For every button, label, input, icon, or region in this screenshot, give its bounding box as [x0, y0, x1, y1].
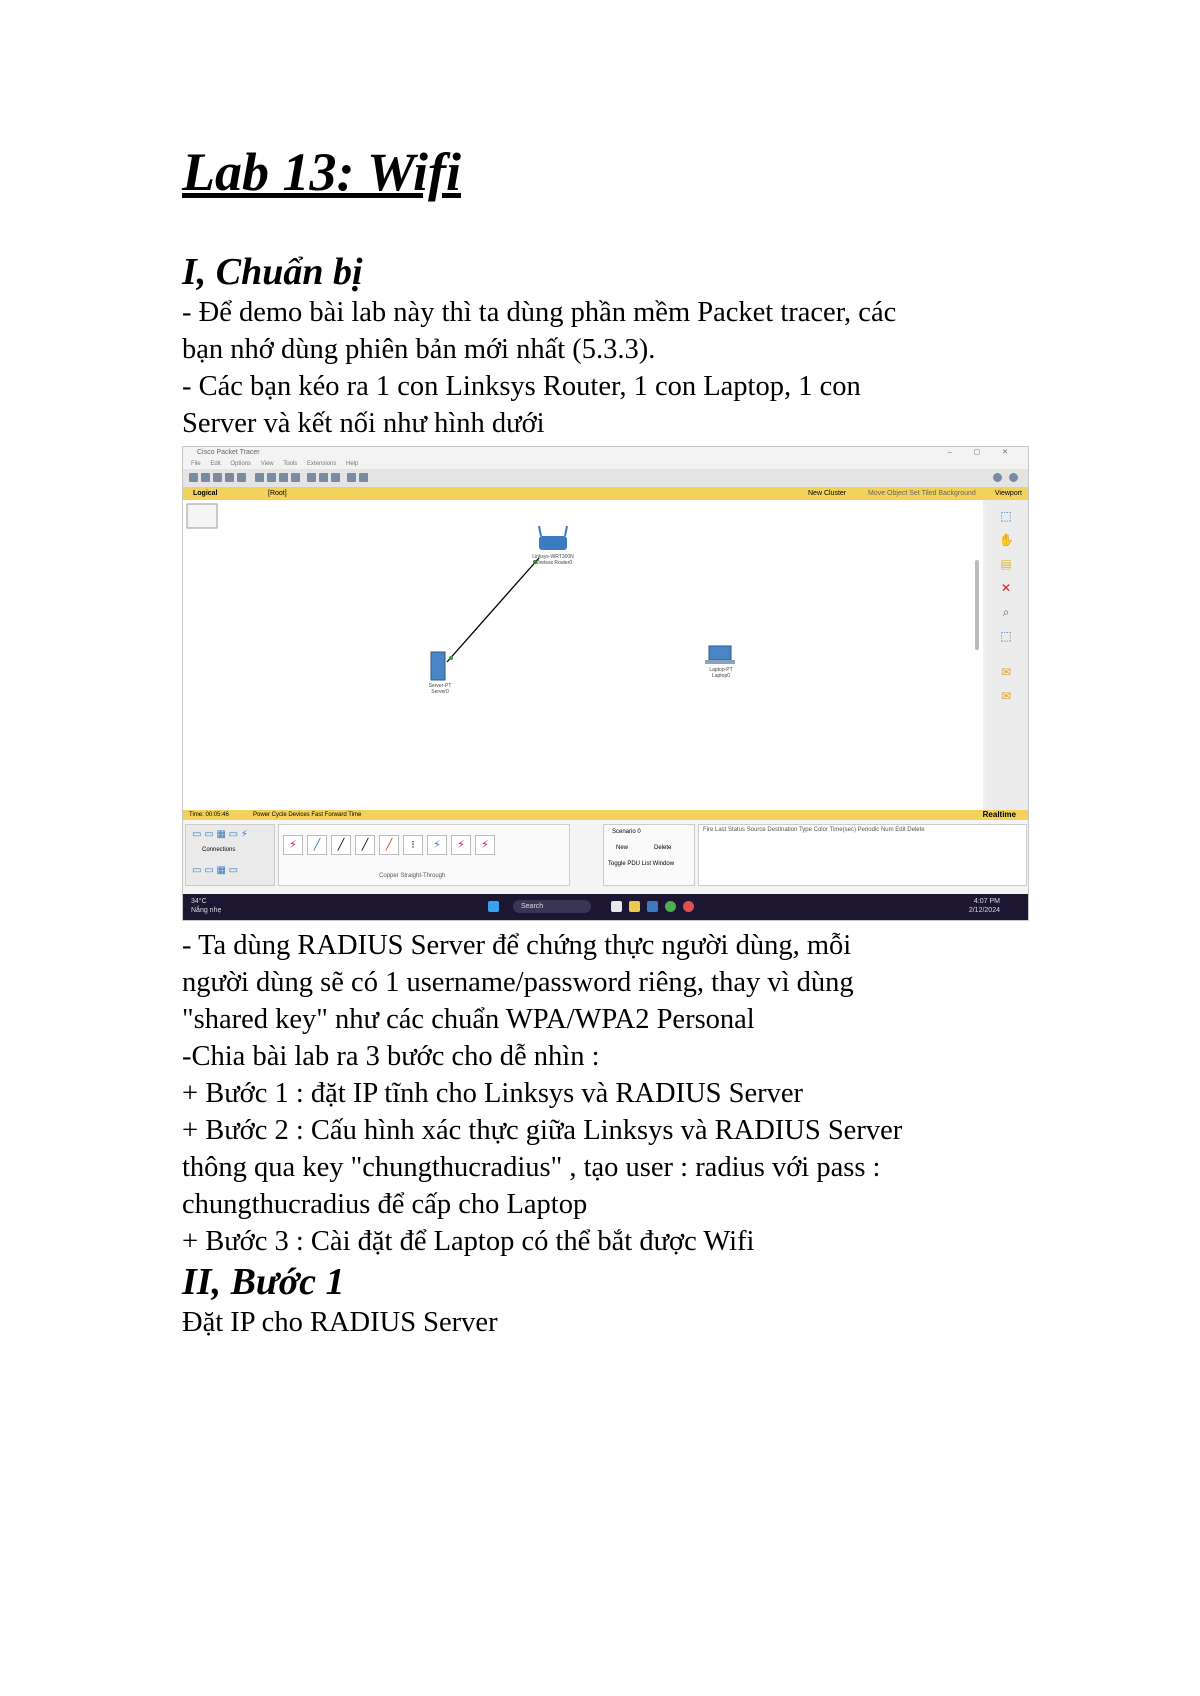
cable-label: Copper Straight-Through [379, 873, 446, 879]
custom-device-icon [359, 473, 368, 482]
weather-widget: 34°C Nắng nhẹ [191, 898, 222, 914]
window-title: Cisco Packet Tracer [197, 449, 260, 456]
taskbar-clock: 4:07 PM 2/12/2024 [968, 898, 1000, 914]
paragraph-line: + Bước 2 : Cấu hình xác thực giữa Linksys và RADIUS Server [182, 1115, 903, 1146]
fiber-cable-icon: ╱ [379, 835, 399, 855]
window-controls: – ▢ ✕ [947, 449, 1018, 456]
device-type-box [185, 824, 275, 886]
time-bar [183, 810, 1028, 820]
windows-taskbar [183, 894, 1028, 920]
root-label: [Root] [268, 490, 287, 497]
app-icon [611, 901, 622, 912]
server-icon [431, 652, 445, 680]
paragraph-line: -Chia bài lab ra 3 bước cho dễ nhìn : [182, 1041, 600, 1072]
zoom-reset-icon [319, 473, 328, 482]
note-icon: ▤ [1000, 557, 1012, 571]
copy-icon [255, 473, 264, 482]
menu-view: View [260, 461, 274, 467]
toggle-pdu-button: Toggle PDU List Window [608, 861, 675, 867]
logical-bar [183, 487, 1028, 500]
crossover-cable-icon: ╱ [355, 835, 375, 855]
scenario-box [603, 824, 695, 886]
tab-logical: Logical [193, 490, 218, 497]
resize-icon: ⬚ [1000, 629, 1012, 643]
logical-workspace [183, 500, 983, 810]
taskbar-search: Search [513, 900, 591, 913]
paragraph-line: Đặt IP cho RADIUS Server [182, 1307, 498, 1338]
redo-icon [291, 473, 300, 482]
delete-icon: ✕ [1000, 581, 1012, 595]
new-cluster-button: New Cluster [808, 490, 847, 497]
folder-icon [629, 901, 640, 912]
complex-pdu-icon: ✉ [1000, 689, 1012, 703]
serial-dce-icon: ⚡ [451, 835, 471, 855]
paste-icon [267, 473, 276, 482]
power-cycle-label: Power Cycle Devices Fast Forward Time [253, 812, 362, 818]
console-cable-icon: ╱ [307, 835, 327, 855]
paragraph-line: + Bước 1 : đặt IP tĩnh cho Linksys và RADIUS Server [182, 1078, 804, 1109]
paragraph-line: người dùng sẽ có 1 username/password riêng, thay vì dùng [182, 967, 854, 998]
device-category-icons: ▭ ▭ ▦ ▭ ⚡ [192, 829, 248, 840]
connection-types-box [278, 824, 570, 886]
main-toolbar [183, 469, 1028, 488]
open-file-icon [201, 473, 210, 482]
menu-bar [183, 459, 1028, 469]
paragraph-line: thông qua key "chungthucradius" , tạo user : radius với pass : [182, 1152, 881, 1183]
pdu-columns: Fire Last Status Source Destination Type Color Time(sec) Periodic Num Edit Delete [703, 827, 925, 833]
pdu-list [698, 824, 1027, 886]
info-icon [993, 473, 1002, 482]
wireless-router-icon [539, 526, 567, 550]
new-file-icon [189, 473, 198, 482]
connections-label: Connections [202, 847, 236, 853]
chrome-icon [665, 901, 676, 912]
document-page [182, 140, 1032, 1341]
paragraph-line: + Bước 3 : Cài đặt để Laptop có thể bắt được Wifi [182, 1226, 755, 1257]
navigation-widget [187, 504, 217, 528]
packet-tracer-icon [647, 901, 658, 912]
menu-extensions: Extensions [306, 461, 337, 467]
serial-dte-icon: ⚡ [475, 835, 495, 855]
simple-pdu-icon: ✉ [1000, 665, 1012, 679]
new-scenario-button: New [616, 845, 629, 851]
paragraph-line: chungthucradius để cấp cho Laptop [182, 1189, 588, 1220]
paragraph-line: - Ta dùng RADIUS Server để chứng thực người dùng, mỗi [182, 930, 852, 961]
wizard-icon [237, 473, 246, 482]
app2-icon [683, 901, 694, 912]
paragraph-line: bạn nhớ dùng phiên bản mới nhất (5.3.3). [182, 334, 656, 365]
paragraph-line: "shared key" như các chuẩn WPA/WPA2 Personal [182, 1004, 755, 1035]
window-titlebar [183, 447, 1028, 459]
laptop-icon [705, 646, 735, 664]
menu-help: Help [346, 461, 359, 467]
realtime-mode: Realtime [982, 810, 1016, 819]
connection-link [447, 558, 539, 662]
packet-tracer-screenshot [182, 446, 1029, 921]
scenario-select: Scenario 0 [612, 829, 641, 835]
start-icon [488, 901, 499, 912]
link-status-light [449, 656, 453, 660]
select-icon: ⬚ [1000, 509, 1012, 523]
paragraph-line: - Để demo bài lab này thì ta dùng phần mềm Packet tracer, các [182, 297, 897, 328]
menu-edit: Edit [210, 461, 221, 467]
auto-connection-icon: ⚡ [283, 835, 303, 855]
paragraph-line: Server và kết nối như hình dưới [182, 408, 545, 439]
save-icon [213, 473, 222, 482]
help-icon [1009, 473, 1018, 482]
vertical-scrollbar [975, 560, 979, 650]
menu-tools: Tools [283, 461, 298, 467]
print-icon [225, 473, 234, 482]
paragraph-line: - Các bạn kéo ra 1 con Linksys Router, 1 con Laptop, 1 con [182, 371, 861, 402]
topology-canvas [183, 500, 983, 810]
section-heading-prepare: I, Chuẩn bị [182, 251, 363, 293]
hand-icon: ✋ [999, 533, 1014, 547]
delete-scenario-button: Delete [654, 845, 672, 851]
router-label: Linksys-WRT300N Wireless Router0 [532, 554, 574, 566]
coaxial-cable-icon: ⚡ [427, 835, 447, 855]
zoom-out-icon [331, 473, 340, 482]
undo-icon [279, 473, 288, 482]
section-heading-step1: II, Bước 1 [182, 1261, 345, 1303]
set-background-button: Move Object Set Tiled Background [868, 490, 976, 497]
common-tools-panel [985, 500, 1028, 810]
page-title: Lab 13: Wifi [182, 142, 461, 202]
straight-cable-icon: ╱ [331, 835, 351, 855]
zoom-in-icon [307, 473, 316, 482]
device-panel [183, 820, 1028, 894]
menu-file: File [191, 461, 201, 467]
laptop-label: Laptop-PT Laptop0 [709, 667, 733, 679]
time-readout: Time: 00:05:46 [189, 812, 229, 818]
device-subcategory-icons: ▭ ▭ ▦ ▭ [192, 865, 239, 876]
inspect-icon: ⌕ [1002, 605, 1010, 619]
phone-cable-icon: ⁝ [403, 835, 423, 855]
viewport-button: Viewport [994, 490, 1022, 497]
palette-icon [347, 473, 356, 482]
menu-options: Options [230, 461, 252, 467]
server-label: Server-PT Server0 [428, 683, 452, 695]
